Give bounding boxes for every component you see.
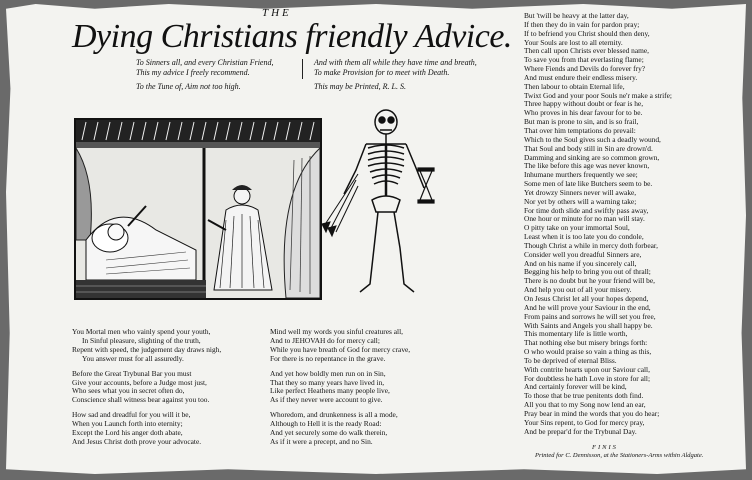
verse-line: For time doth slide and swiftly pass away, [524, 205, 649, 215]
verse-line: Consider well you dreadful Sinners are, [524, 249, 642, 259]
verse-line: How sad and dreadful for you will it be, [72, 410, 191, 420]
verse-line: With contrite hearts upon our Saviour call, [524, 364, 650, 374]
verse-column-1 [72, 328, 262, 447]
verse-line: This momentary life is little worth, [524, 329, 628, 339]
verse-line: But 'twill be heavy at the latter day, [524, 11, 629, 20]
verse-line: Three happy without doubt or fear is he, [524, 99, 644, 109]
verse-line: And be prepar'd for the Trybunal Day. [524, 426, 637, 436]
verse-line: If then they do in vain for pardon pray; [524, 19, 640, 29]
verse-line: To save you from that everlasting flame; [524, 55, 644, 65]
verse-column-3 [524, 12, 734, 437]
verse-line: Repent with speed, the judgement day draws nigh, [72, 344, 222, 354]
tune-line: To the Tune of, Aim not too high. [136, 82, 241, 91]
verse-line: Though Christ a while in mercy doth forbear, [524, 240, 658, 250]
title-prefix: THE [262, 7, 292, 19]
verse-line: In Sinful pleasure, slighting of the truth, [82, 335, 201, 345]
verse-line: For doubtless he hath Love in store for all; [524, 373, 651, 383]
verse-line: There is no doubt but he your friend will be, [524, 276, 655, 286]
verse-line: That nothing else but misery brings forth: [524, 338, 648, 348]
verse-line: You answer must for all assuredly. [82, 353, 184, 363]
verse-line: The like before this age was never known, [524, 161, 650, 171]
verse-line: And on his name if you sincerely call, [524, 258, 637, 268]
intro-right-line-1: And with them all while they have time and breath, [314, 58, 477, 67]
verse-line: One hour or minute for no man will stay. [524, 214, 645, 224]
verse-line: Except the Lord his anger doth abate, [72, 428, 183, 438]
verse-line: And Jesus Christ doth prove your advocate. [72, 436, 202, 446]
verse-line: And to JEHOVAH do for mercy call; [270, 335, 380, 345]
verse-column-2 [270, 328, 470, 447]
verse-line: To be deprived of eternal Bliss. [524, 355, 617, 365]
verse-line: Inhumane murthers frequently we see; [524, 170, 638, 180]
verse-line: O who would praise so vain a thing as this, [524, 347, 652, 357]
verse-line: For there is no repentance in the grave. [270, 353, 386, 363]
verse-line: That over him temptations do prevail: [524, 125, 636, 135]
verse-line: But man is prone to sin, and is so frail, [524, 117, 639, 127]
finis-mark: FINIS [592, 444, 618, 451]
verse-line: When you Launch forth into eternity; [72, 419, 183, 429]
verse-line: And help you out of all your misery. [524, 285, 632, 295]
verse-line: Give your accounts, before a Judge most just, [72, 377, 207, 387]
verse-line: Yet drowzy Sinners never will awake, [524, 187, 637, 197]
verse-line: And yet securely some do walk therein, [270, 428, 388, 438]
verse-line: And yet how boldly men run on in Sin, [270, 368, 386, 378]
verse-line: Least when it is too late you do condole, [524, 232, 644, 242]
verse-line: Then labour to obtain Eternal life, [524, 81, 625, 91]
license-line: This may be Printed, R. L. S. [314, 82, 406, 91]
verse-line: Nor yet by others will a warning take; [524, 196, 637, 206]
verse-line: Before the Great Trybunal Bar you must [72, 368, 192, 378]
verse-line: As if they never were account to give. [270, 395, 383, 405]
verse-line: Your Souls are lost to all eternity. [524, 37, 623, 47]
verse-line: Where Fiends and Devils do forever fry? [524, 64, 646, 74]
intro-right [314, 58, 477, 78]
verse-line: And he will prove your Saviour in the end, [524, 302, 651, 312]
verse-line: From pains and sorrows he will set you free, [524, 311, 656, 321]
verse-line: Some men of late like Butchers seem to be. [524, 179, 653, 189]
printer-imprint: Printed for C. Dennisson, at the Stationers-Arms within Aldgate. [535, 452, 704, 459]
verse-line: While you have breath of God for mercy crave, [270, 344, 411, 354]
verse-line: O pitty take on your immortal Soul, [524, 223, 630, 233]
verse-line: Begging his help to bring you out of thrall; [524, 267, 651, 277]
verse-line: That Soul and body still in Sin are drown'd. [524, 143, 653, 153]
verse-line: With Saints and Angels you shall happy be. [524, 320, 653, 330]
verse-line: If to befriend you Christ should then deny, [524, 28, 650, 38]
verse-line: Twixt God and your poor Souls ne'r make a strife; [524, 90, 672, 100]
intro-right-line-2: To make Provision for to meet with Death. [314, 68, 450, 77]
verse-line: Then call upon Christs ever blessed name, [524, 46, 649, 56]
page-title: Dying Christians friendly Advice. [72, 18, 512, 55]
intro-divider [302, 59, 303, 79]
verse-line: To those that be true penitents doth find. [524, 391, 644, 401]
verse-line: And must endure their endless misery. [524, 72, 638, 82]
deathbed-woodcut-icon [74, 118, 322, 300]
verse-line: On Jesus Christ let all your hopes depend, [524, 294, 649, 303]
verse-line: Who sees what you in secret often do, [72, 386, 185, 396]
verse-line: You Mortal men who vainly spend your youth, [72, 327, 211, 336]
death-skeleton-icon [320, 108, 440, 300]
verse-line: Who proves in his dear favour for to be. [524, 108, 643, 118]
verse-line: Like perfect Heathens many people live, [270, 386, 390, 396]
verse-line: Whoredom, and drunkenness is all a mode, [270, 410, 398, 420]
intro-left-line-2: This my advice I freely recommend. [136, 68, 250, 77]
verse-line: All you that to my Song now lend an ear, [524, 400, 646, 410]
verse-line: Although to Hell it is the ready Road: [270, 419, 382, 429]
verse-line: Your Sins repent, to God for mercy pray, [524, 417, 645, 427]
verse-line: As if it were a precept, and no Sin. [270, 436, 373, 446]
verse-line: Damming and sinking are so common grown, [524, 152, 660, 162]
intro-left [136, 58, 273, 78]
verse-line: Conscience shall witness bear against you too. [72, 395, 210, 405]
verse-line: That they so many years have lived in, [270, 377, 385, 387]
verse-line: Which to the Soul gives such a deadly wound, [524, 134, 661, 144]
verse-line: Mind well my words you sinful creatures all, [270, 327, 404, 336]
intro-left-line-1: To Sinners all, and every Christian Friend, [136, 58, 274, 67]
verse-line: Pray bear in mind the words that you do hear; [524, 408, 660, 418]
verse-line: And certainly forever will be kind, [524, 382, 627, 392]
